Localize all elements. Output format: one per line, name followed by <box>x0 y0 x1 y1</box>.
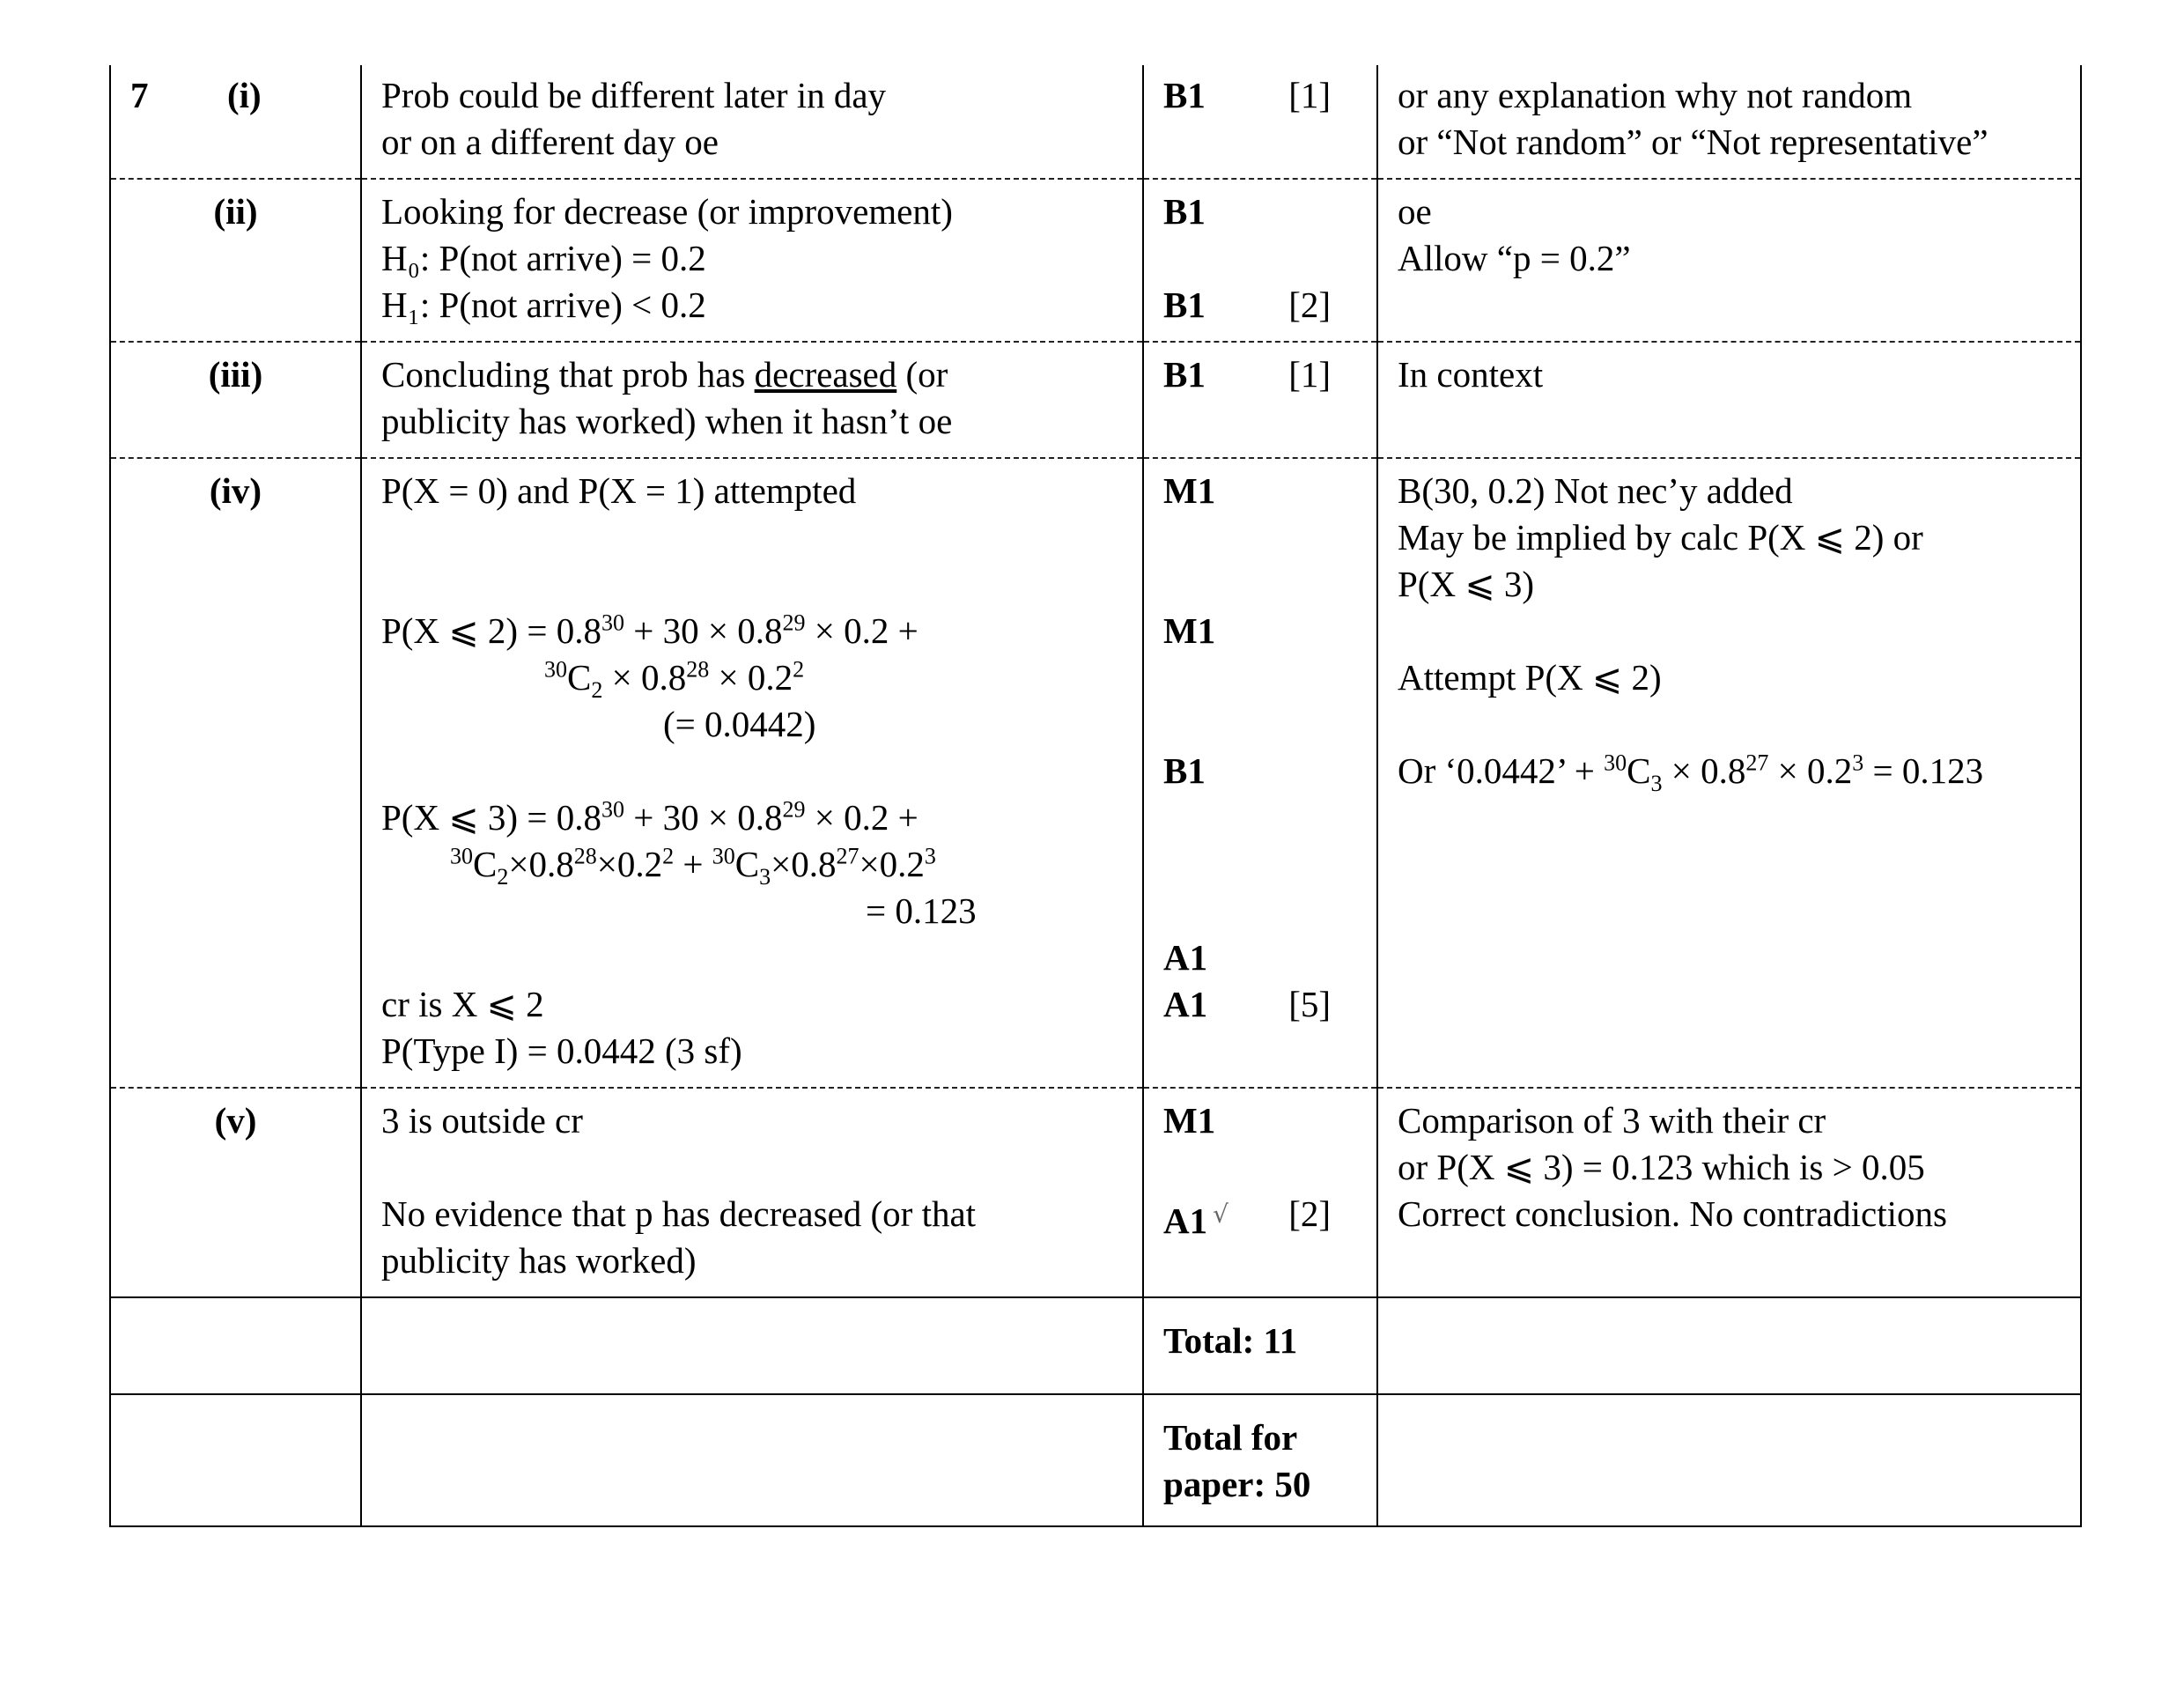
row-part-v <box>110 1088 2081 1297</box>
answer-line: P(X = 0) and P(X = 1) attempted <box>381 470 857 511</box>
mark-code: B1 <box>1163 191 1206 232</box>
answer-line: 3 is outside cr <box>381 1100 583 1141</box>
row-part-ii <box>110 179 2081 342</box>
follow-through-tick-icon: √ <box>1213 1200 1228 1229</box>
mark-code: A1 <box>1163 984 1208 1024</box>
formula-p-le-2-result: (= 0.0442) <box>663 704 816 744</box>
guidance-line: Attempt P(X ⩽ 2) <box>1398 657 1662 698</box>
guidance-line: oe <box>1398 191 1432 232</box>
mark-total: [1] <box>1288 75 1331 115</box>
mark-code: A1 <box>1163 1200 1208 1241</box>
answer-line: H₁: P(not arrive) < 0.2 <box>381 284 706 325</box>
marks-cell <box>1143 65 1377 179</box>
guidance-cell <box>1377 179 2081 342</box>
mark-total: [2] <box>1288 284 1331 325</box>
row-part-i <box>110 65 2081 179</box>
guidance-cell <box>1377 65 2081 179</box>
question-total-cell <box>1143 1297 1377 1394</box>
part-label: (v) <box>214 1100 257 1141</box>
guidance-line: B(30, 0.2) Not nec’y added <box>1398 470 1793 511</box>
answer-cell <box>361 65 1143 179</box>
paper-total-line: Total for <box>1163 1417 1298 1458</box>
question-cell <box>110 65 361 179</box>
guidance-line: or “Not random” or “Not representative” <box>1398 122 1988 162</box>
answer-line: or on a different day oe <box>381 122 719 162</box>
mark-scheme-table <box>109 65 2082 1527</box>
question-total: Total: 11 <box>1163 1320 1298 1361</box>
type-i-error: P(Type I) = 0.0442 (3 sf) <box>381 1030 742 1071</box>
answer-cell <box>361 342 1143 458</box>
mark-code: B1 <box>1163 284 1206 325</box>
marks-cell <box>1143 1088 1377 1297</box>
answer-cell <box>361 179 1143 342</box>
row-question-total <box>110 1297 2081 1394</box>
answer-line: No evidence that p has decreased (or that <box>381 1193 977 1234</box>
answer-line: publicity has worked) <box>381 1240 697 1281</box>
mark-total <box>1331 188 1357 235</box>
question-cell <box>110 1088 361 1297</box>
mark-code: M1 <box>1163 1100 1216 1141</box>
answer-line: Prob could be different later in day <box>381 75 887 115</box>
guidance-line: or any explanation why not random <box>1398 75 1913 115</box>
guidance-formula: Or ‘0.0442’ + $^{30}C_3 \times 0.8^{27} \times 0.2^3 = 0.123$ <box>1398 750 1984 797</box>
answer-line: Concluding that prob has decreased (or <box>381 354 948 395</box>
answer-line: H₀: P(not arrive) = 0.2 <box>381 238 706 278</box>
question-cell <box>110 458 361 1088</box>
formula-p-le-3-result: = 0.123 <box>866 890 977 931</box>
row-part-iii <box>110 342 2081 458</box>
marks-cell <box>1143 179 1377 342</box>
guidance-cell <box>1377 1088 2081 1297</box>
question-cell <box>110 179 361 342</box>
row-paper-total <box>110 1394 2081 1526</box>
guidance-cell <box>1377 458 2081 1088</box>
paper-total-cell <box>1143 1394 1377 1526</box>
guidance-line: Comparison of 3 with their cr <box>1398 1100 1826 1141</box>
guidance-line: Correct conclusion. No contradictions <box>1398 1193 1947 1234</box>
formula-p-le-3: P(X ⩽ $3) = 0.8^{30} + 30 \times 0.8^{29} \times 0.2$ + <box>381 796 919 838</box>
part-label: (iii) <box>208 354 263 395</box>
mark-code: M1 <box>1163 610 1216 651</box>
row-part-iv <box>110 458 2081 1088</box>
formula-p-le-2-cont: $^{30}C_2 \times 0.8^{28} \times 0.2^2$ <box>544 656 805 704</box>
mark-total: [5] <box>1288 984 1331 1024</box>
guidance-cell <box>1377 342 2081 458</box>
mark-total: [2] <box>1288 1193 1331 1234</box>
mark-code: M1 <box>1163 470 1216 511</box>
paper-total-line: paper: 50 <box>1163 1464 1311 1504</box>
part-label: (ii) <box>213 191 258 232</box>
question-number: 7 <box>130 75 149 115</box>
part-label: (i) <box>227 75 262 115</box>
mark-code: A1 <box>1163 937 1208 978</box>
answer-cell <box>361 458 1143 1088</box>
answer-line: Looking for decrease (or improvement) <box>381 191 953 232</box>
mark-code: B1 <box>1163 75 1206 115</box>
marks-cell <box>1143 458 1377 1088</box>
guidance-line: P(X ⩽ 3) <box>1398 564 1535 604</box>
critical-region: cr is X ⩽ 2 <box>381 984 544 1024</box>
underlined-word: decreased <box>754 354 897 395</box>
formula-p-le-3-cont: $^{30}C_2\times 0.8^{28}\times 0.2^2 + ^{30}C_3\times 0.8^{27}\times 0.2^3$ <box>450 843 936 890</box>
question-cell <box>110 342 361 458</box>
guidance-line: May be implied by calc P(X ⩽ 2) or <box>1398 517 1923 558</box>
answer-cell <box>361 1088 1143 1297</box>
answer-line: publicity has worked) when it hasn’t oe <box>381 401 953 441</box>
mark-code: B1 <box>1163 750 1206 791</box>
guidance-line: or P(X ⩽ 3) = 0.123 which is > 0.05 <box>1398 1147 1925 1187</box>
part-label: (iv) <box>209 470 262 511</box>
marks-cell <box>1143 342 1377 458</box>
mark-code: B1 <box>1163 354 1206 395</box>
guidance-line: Allow “p = 0.2” <box>1398 238 1631 278</box>
guidance-line: In context <box>1398 354 1544 395</box>
formula-p-le-2: P(X ⩽ $2) = 0.8^{30} + 30 \times 0.8^{29} \times 0.2$ + <box>381 609 919 651</box>
mark-total: [1] <box>1288 354 1331 395</box>
